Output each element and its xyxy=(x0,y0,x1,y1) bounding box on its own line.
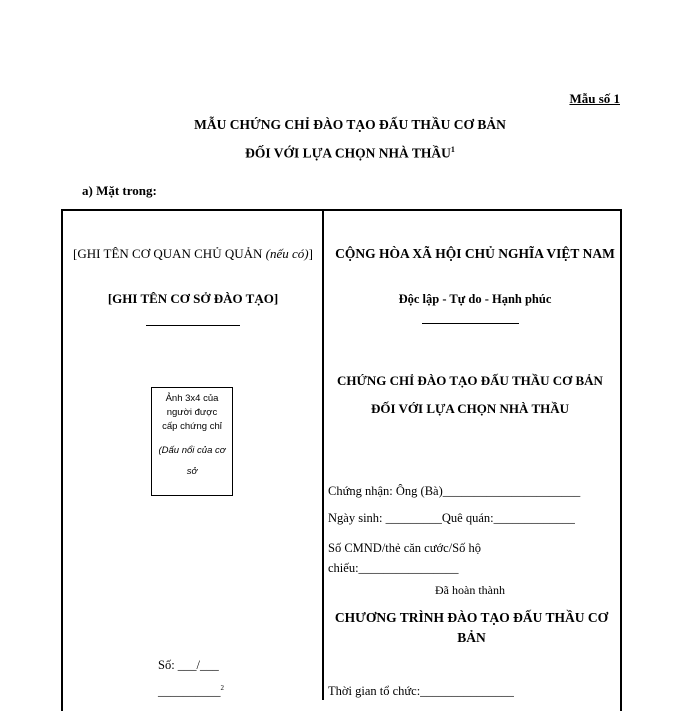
signature-blank: __________ xyxy=(158,684,221,699)
section-label: a) Mặt trong: xyxy=(82,183,157,198)
national-motto: Độc lập - Tự do - Hạnh phúc xyxy=(398,292,552,306)
form-number: Mẫu số 1 xyxy=(569,91,620,106)
certificate-title-line1: CHỨNG CHỈ ĐÀO TẠO ĐẤU THẦU CƠ BẢN xyxy=(337,373,603,388)
agency-suffix: ] xyxy=(308,246,313,261)
photo-seal-note: (Dấu nổi của cơ sở xyxy=(158,445,226,477)
left-heading-rule xyxy=(146,325,240,326)
document-title-line2 xyxy=(100,145,600,162)
certificate-title-line2: ĐỐI VỚI LỰA CHỌN NHÀ THẦU xyxy=(370,401,570,416)
photo-box xyxy=(151,387,233,496)
document-title-text: ĐỐI VỚI LỰA CHỌN NHÀ THẦU xyxy=(245,145,451,161)
certificate-number: Số: ___/___ xyxy=(158,658,219,672)
title-footnote-marker: 1 xyxy=(450,145,455,154)
document-title-line1: MẪU CHỨNG CHỈ ĐÀO TẠO ĐẤU THẦU CƠ BẢN xyxy=(194,117,506,132)
agency-prefix: [GHI TÊN CƠ QUAN CHỦ QUẢN xyxy=(73,246,266,261)
holder-name-field: Chứng nhận: Ông (Bà)______________________ xyxy=(328,484,581,498)
organization-time-field: Thời gian tổ chức:_______________ xyxy=(328,684,514,698)
national-title: CỘNG HÒA XÃ HỘI CHỦ NGHĨA VIỆT NAM xyxy=(335,246,615,261)
photo-caption: Ảnh 3x4 của người được cấp chứng chỉ xyxy=(162,393,222,432)
program-name: CHƯƠNG TRÌNH ĐÀO TẠO ĐẤU THẦU CƠ BẢN xyxy=(334,610,609,645)
completed-label: Đã hoàn thành xyxy=(435,583,505,597)
certificate-divider xyxy=(322,211,324,700)
signature-line xyxy=(158,684,224,699)
id-number-field: Số CMND/thẻ căn cước/Số hộ chiếu:________________ xyxy=(328,541,481,575)
right-heading-rule xyxy=(422,323,519,324)
training-institution-placeholder: [GHI TÊN CƠ SỞ ĐÀO TẠO] xyxy=(107,291,279,306)
agency-optional-note: (nếu có) xyxy=(265,246,309,261)
birth-hometown-field: Ngày sinh: _________Quê quán:_____________ xyxy=(328,511,575,525)
signature-footnote-marker: 2 xyxy=(220,684,224,692)
governing-agency-placeholder xyxy=(73,244,313,263)
